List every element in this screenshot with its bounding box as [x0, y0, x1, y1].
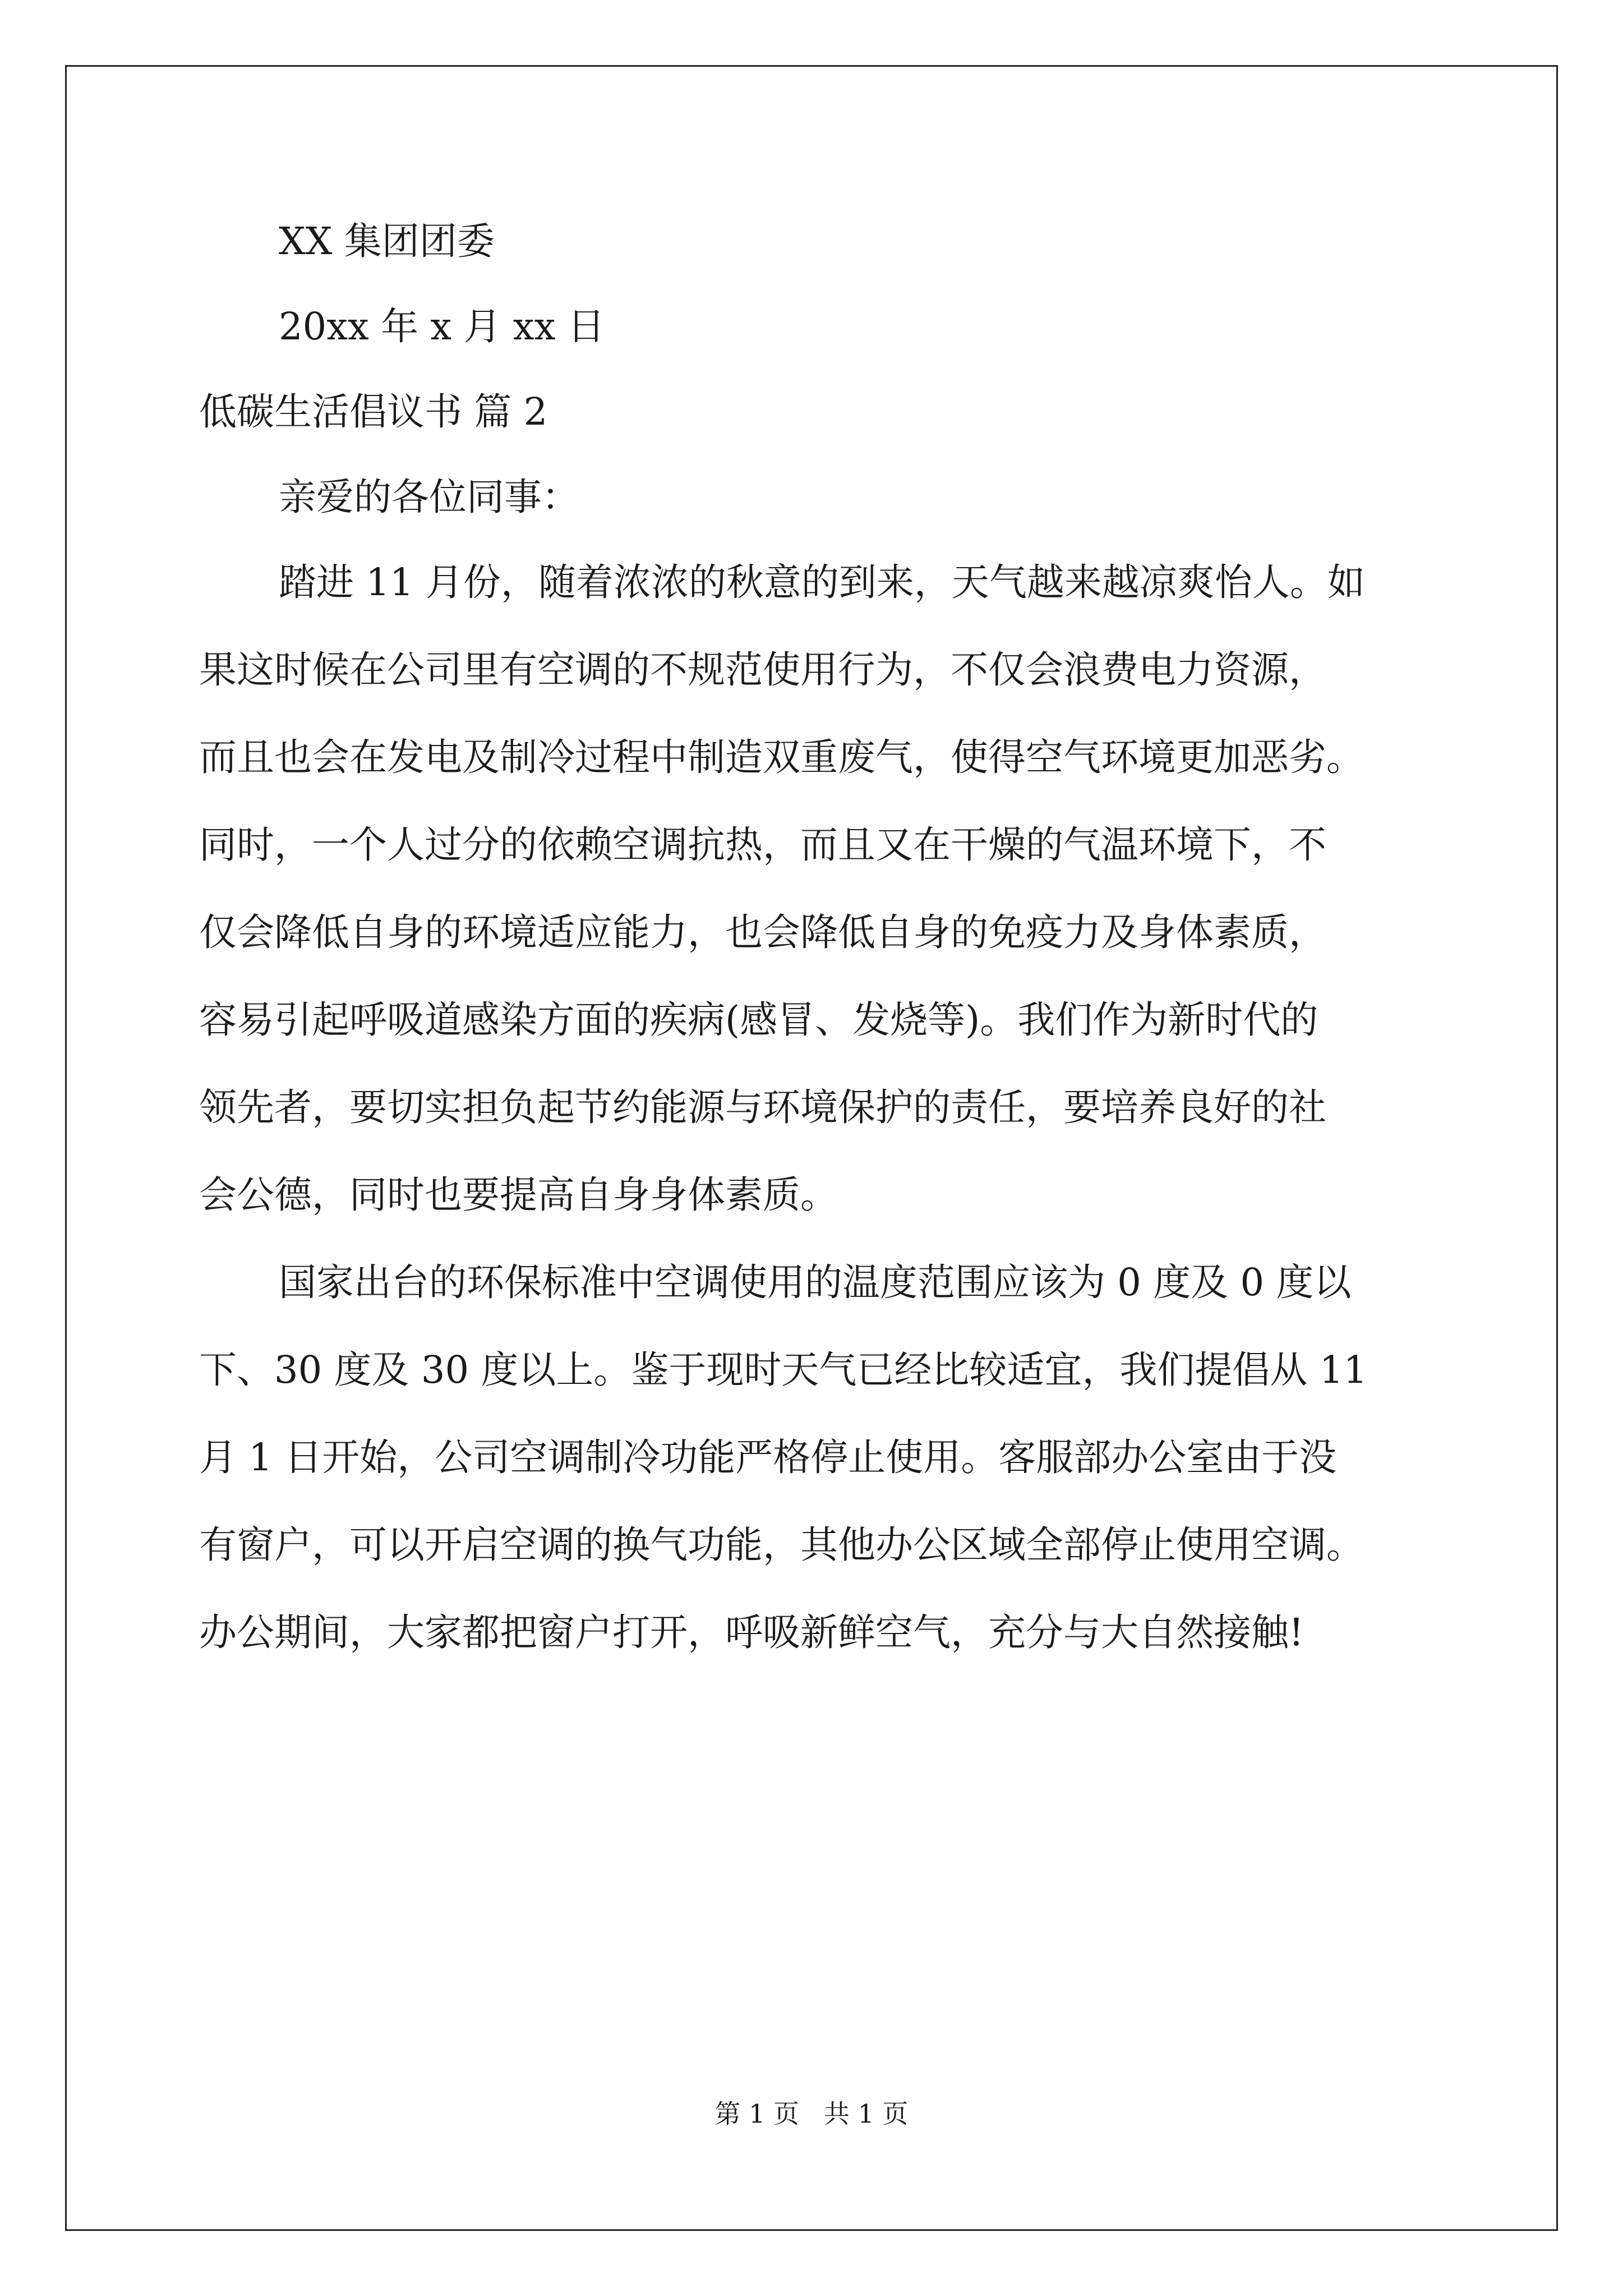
paragraph-line: 下、30 度及 30 度以上。鉴于现时天气已经比较适宜，我们提倡从 11: [199, 1348, 1367, 1392]
paragraph-2: [199, 1254, 1436, 1660]
paragraph-line: 国家出台的环保标准中空调使用的温度范围应该为 0 度及 0 度以: [279, 1260, 1352, 1304]
salutation: 亲爱的各位同事：: [279, 475, 579, 519]
signature-date: 20xx 年 x 月 xx 日: [279, 305, 605, 348]
paragraph-line: 果这时候在公司里有空调的不规范使用行为，不仅会浪费电力资源，: [199, 648, 1326, 692]
paragraph-line: 仅会降低自身的环境适应能力，也会降低自身的免疫力及身体素质，: [199, 910, 1326, 954]
section-title: 低碳生活倡议书 篇 2: [199, 390, 548, 434]
paragraph-line: 月 1 日开始，公司空调制冷功能严格停止使用。客服部办公室由于没: [199, 1435, 1337, 1479]
page-footer: 第 1 页 共 1 页: [714, 2099, 909, 2129]
paragraph-line: 同时，一个人过分的依赖空调抗热，而且又在干燥的气温环境下，不: [199, 823, 1326, 867]
paragraph-line: 会公德，同时也要提高自身身体素质。: [199, 1173, 838, 1217]
signature-org: XX 集团团委: [279, 219, 495, 263]
paragraph-line: 办公期间，大家都把窗户打开，呼吸新鲜空气，充分与大自然接触!: [199, 1611, 1304, 1654]
paragraph-line: 容易引起呼吸道感染方面的疾病(感冒、发烧等)。我们作为新时代的: [199, 998, 1318, 1042]
paragraph-1: [199, 554, 1436, 1223]
paragraph-line: 有窗户，可以开启空调的换气功能，其他办公区域全部停止使用空调。: [199, 1523, 1364, 1567]
document-body: [199, 213, 1436, 1660]
paragraph-line: 而且也会在发电及制冷过程中制造双重废气，使得空气环境更加恶劣。: [199, 735, 1364, 779]
paragraph-line: 踏进 11 月份，随着浓浓的秋意的到来，天气越来越凉爽怡人。如: [279, 560, 1365, 604]
paragraph-line: 领先者，要切实担负起节约能源与环境保护的责任，要培养良好的社: [199, 1085, 1326, 1129]
